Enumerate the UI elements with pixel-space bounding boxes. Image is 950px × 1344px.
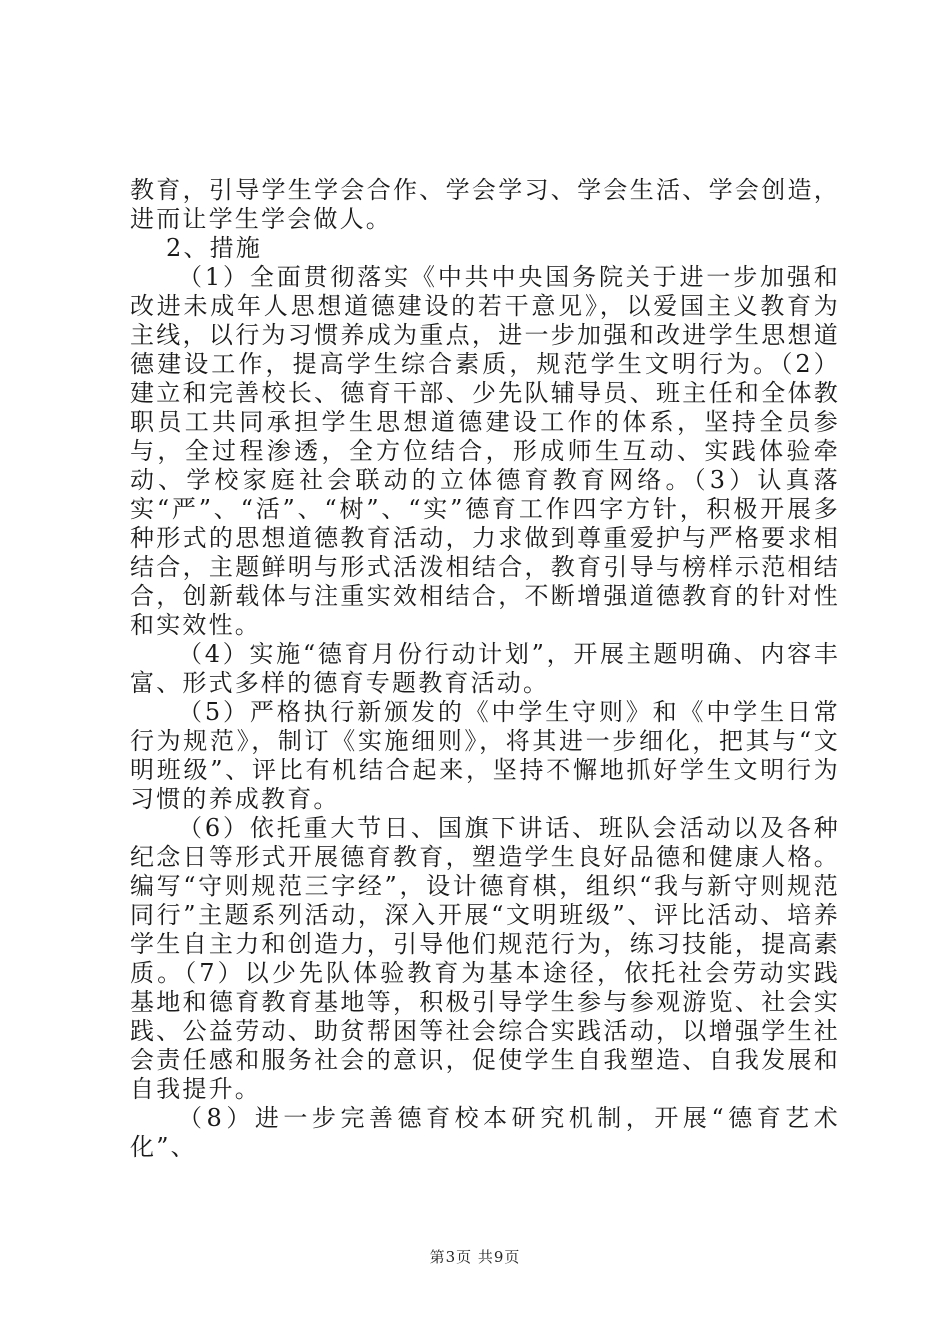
page-footer: 第3页 共9页 <box>429 1248 521 1266</box>
paragraph-4: （4）实施“德育月份行动计划”，开展主题明确、内容丰富、形式多样的德育专题教育活动。 <box>130 640 840 697</box>
paragraph-3: （1）全面贯彻落实《中共中央国务院关于进一步加强和改进未成年人思想道德建设的若干意见》，以爱国主义教育为主线，以行为习惯养成为重点，进一步加强和改进学生思想道德建设工作，提高学生综合素质，规范学生文明行为。（2）建立和完善校长、德育干部、少先队辅导员、班主任和全体教职员工共同承担学生思想道德建设工作的体系，坚持全员参与，全过程渗透，全方位结合，形成师生互动、实践体验牵动、学校家庭社会联动的立体德育教育网络。（3）认真落实“严”、“活”、“树”、“实”德育工作四字方针，积极开展多种形式的思想道德教育活动，力求做到尊重爱护与严格要求相结合，主题鲜明与形式活泼相结合，教育引导与榜样示范相结合，创新载体与注重实效相结合，不断增强道德教育的针对性和实效性。 <box>130 263 840 639</box>
paragraph-6: （6）依托重大节日、国旗下讲话、班队会活动以及各种纪念日等形式开展德育教育，塑造学生良好品德和健康人格。编写“守则规范三字经”，设计德育棋，组织“我与新守则规范同行”主题系列活动，深入开展“文明班级”、评比活动、培养学生自主力和创造力，引导他们规范行为，练习技能，提高素质。（7）以少先队体验教育为基本途径，依托社会劳动实践基地和德育教育基地等，积极引导学生参与参观游览、社会实践、公益劳动、助贫帮困等社会综合实践活动，以增强学生社会责任感和服务社会的意识，促使学生自我塑造、自我发展和自我提升。 <box>130 814 840 1103</box>
paragraph-5: （5）严格执行新颁发的《中学生守则》和《中学生日常行为规范》，制订《实施细则》，将其进一步细化，把其与“文明班级”、评比有机结合起来，坚持不懈地抓好学生文明行为习惯的养成教育。 <box>130 698 840 813</box>
paragraph-2-heading: 2、措施 <box>166 234 263 262</box>
document-body <box>130 176 840 1162</box>
paragraph-1: 教育，引导学生学会合作、学会学习、学会生活、学会创造，进而让学生学会做人。 <box>130 176 840 233</box>
paragraph-7: （8）进一步完善德育校本研究机制，开展“德育艺术化”、 <box>130 1104 840 1161</box>
